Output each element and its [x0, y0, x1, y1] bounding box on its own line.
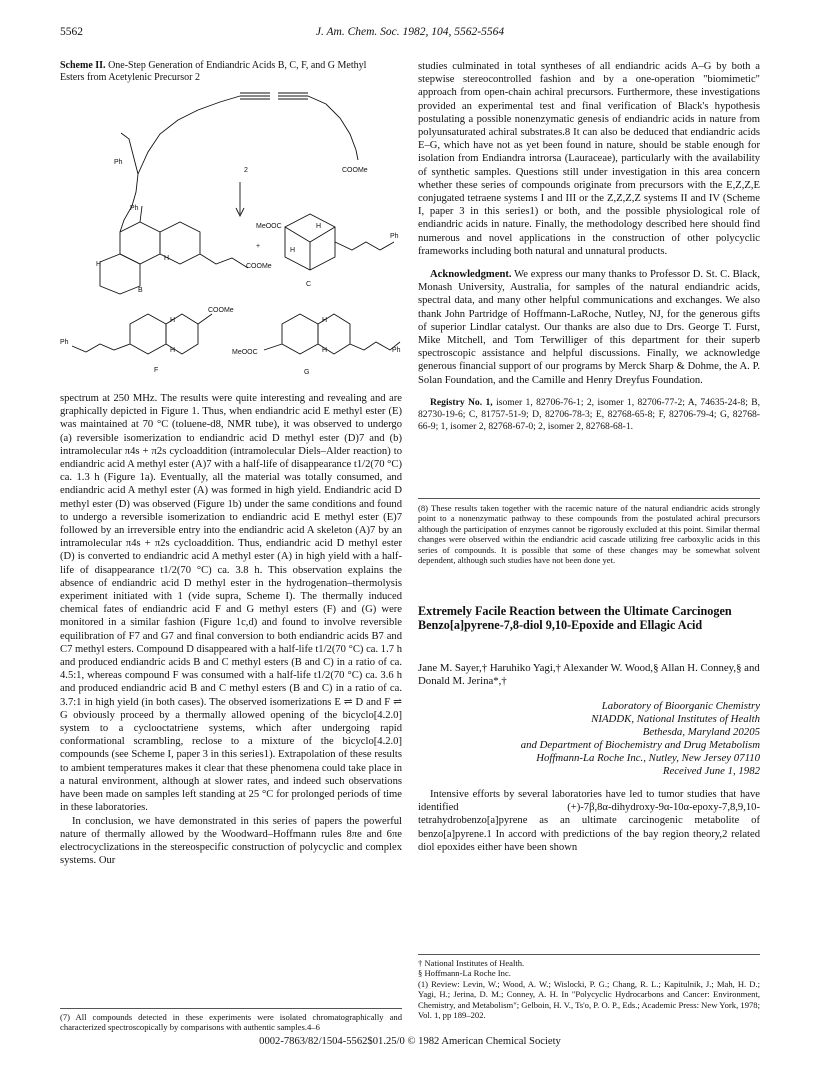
article-footnotes	[418, 958, 760, 1020]
registry-text: isomer 1, 82706-76-1; 2, isomer 1, 82706-77-2; A, 74635-24-8; B, 82730-19-6; C, 81757-51-9; D, 82706-78-3; E, 82768-65-8; F, 82706-79-4; G, 82768-66-9; 1, isomer 2, 82768-67-0; 2, isomer 2, 82768-68-1.	[418, 396, 761, 432]
affiliation-line: Laboratory of Bioorganic Chemistry	[601, 700, 760, 712]
label-plus: +	[256, 243, 261, 250]
footnote-8: (8) These results taken together with the racemic nature of the natural endiandric acids strongly point to a nonenzymatic pathway to these compounds from the postulated achiral precursors although the participation of enzymes cannot be rigorously excluded at this point. Similar thermal changes were observed within the endiandric acid cascade utilizing free carboxylic acids in this series of compounds. It is possible that some of these changes may be somewhat solvent dependent, although such studies have not been done yet.	[418, 503, 760, 566]
affiliation-line: Hoffmann-La Roche Inc., Nutley, New Jersey 07110	[536, 752, 760, 764]
label-ph-f: Ph	[60, 339, 69, 346]
affiliation-line: Bethesda, Maryland 20205	[642, 726, 760, 738]
running-header	[60, 26, 760, 42]
journal-citation: J. Am. Chem. Soc. 1982, 104, 5562-5564	[315, 26, 505, 38]
affiliation-line: NIADDK, National Institutes of Health	[591, 713, 760, 725]
affiliation-line: and Department of Biochemistry and Drug Metabolism	[520, 739, 760, 751]
article-body	[418, 788, 760, 854]
registry-label: Registry No. 1,	[430, 396, 493, 408]
scheme-ii-figure	[60, 82, 402, 382]
scheme-ii-svg	[60, 82, 402, 382]
article-affiliation	[418, 700, 760, 765]
left-column-body	[60, 392, 402, 867]
right-column-body	[418, 60, 760, 433]
label-coome-top: COOMe	[342, 167, 368, 174]
right-footnote-rule	[418, 498, 760, 499]
left-paragraph-2: In conclusion, we have demonstrated in this series of papers the powerful nature of thermally allowed by the Woodward–Hoffmann rules 8πe and 6πe electrocyclizations in the stereospecific construction of polycyclic and complex systems. Our	[60, 815, 402, 867]
label-h-b1: H	[96, 261, 102, 268]
received-date: Received June 1, 1982	[662, 765, 760, 777]
label-coome-b: COOMe	[246, 263, 272, 270]
registry-numbers	[418, 397, 760, 433]
acknowledgment-label: Acknowledgment.	[430, 269, 512, 281]
label-ph-top: Ph	[114, 159, 123, 166]
label-h-c2: H	[290, 247, 296, 254]
footnote-section: § Hoffmann-La Roche Inc.	[418, 968, 511, 979]
acknowledgment	[418, 268, 760, 387]
label-ph-g: Ph	[392, 347, 401, 354]
label-c: C	[306, 281, 312, 288]
label-ph-b: Ph	[130, 205, 139, 212]
article-footnote-rule	[418, 954, 760, 955]
label-compound-2: 2	[244, 167, 248, 174]
label-meooc-c: MeOOC	[256, 223, 282, 230]
left-paragraph-1: spectrum at 250 MHz. The results were quite interesting and revealing and are graphically depicted in Figure 1. Thus, when endiandric acid E methyl ester (E) was maintained at 70 °C (toluene-d8, NMR tube), it was observed to undergo (a) reversible isomerization to endiandric acid D methyl ester (D)7 and (b) intramolecular π4s + π2s cycloaddition (intramolecular Diels–Alder reaction) to endiandric acid A methyl ester (A)7 with a half-life of disappearance t1/2(70 °C) ca. 1.3 h (Figure 1a). Eventually, all the material was totally consumed, and endiandric acid A methyl ester (A) was formed in high yield. Endiandric acid D methyl ester (D) was observed (Figure 1b) under the same conditions and found to undergo a reversible isomerization to endiandric acid E methyl ester (E)7 followed by an irreversible entry into the endiandric acid A skeleton (A)7 by an intramolecular π4s + π2s cycloaddition. Thus, endiandric acid D methyl ester (D) is converted to endiandric acid A methyl ester (A) in high yield with a half-life of disappearance t1/2(70 °C) ca. 3.8 h. This observation explains the absence of endiandric acid D methyl ester in the hydrogenation–thermolysis experiment initiated with 1 (vide supra, Scheme I). The thermally induced chemical fates of endiandric acid F and G methyl esters (F) and (G) were monitored in a similar fashion (Figure 1c,d) and found to involve reversible equilibration of F7 and G7 and final conversion to both endiandric acids B7 and C7 methyl esters. Compound D disappeared with a half-life t1/2(70 °C) ca. 1.7 h and produced endiandric acids B and C methyl esters (B and C) in a ratio of ca. 4.5:1, whereas compound F was consumed with a half-life t1/2(70 °C) ca. 3.6 h and produced endiandric acid B and C methyl esters (B and C) in a ratio of ca. 3.7:1 in high yield (in both cases). The observed isomerizations E ⇌ D and F ⇌ G obviously proceed by a thermally allowed opening of the bicyclo[4.2.0] system to a cyclooctatriene systems, which after undergoing rapid conformational scrambling, reclose to a mixture of the bicyclo[4.2.0] compounds (see Scheme I, paper 3 in this series1). Extrapolation of these results to ambient temperatures makes it clear that these phenomena could take place in a natural environment, although at slower rates, and indeed such observations have been made on samples left standing at 25 °C for prolonged periods of time in these laboratories.	[60, 393, 402, 814]
label-g: G	[304, 369, 310, 376]
right-paragraph-1: studies culminated in total syntheses of all endiandric acids A–G by both a stepwise stereocontrolled fashion and by a one-operation "biomimetic" approach from open-chain achiral precursors. Furthermore, these investigations provided an experimental test and final verification of Black's hypothesis postulating a possible nonenzymatic genesis of endiandric acids in nature from polyunsaturated achiral substrates.8 It can also be deduced that endiandric acids E–G, which have not as yet been found in nature, should be stable enough for isolation from Endiandra introrsa (Lauraceae), particularly with the availability of synthetic samples. Questions still under investigation in this area concern whether these series of compounds originate from precursors with the E,Z,Z,E conjugated tetraene systems I and III or the Z,Z,Z,Z systems II and IV (Scheme I, paper 3 in this series1) or both, and the possible physiological role of endiandric acids in nature. Finally, the methodology described here should find numerous and novel applications in the construction of other polycyclic frameworks including both natural and unnatural products.	[418, 61, 760, 257]
product-f-ring1	[130, 314, 166, 354]
footnote-1: (1) Review: Levin, W.; Wood, A. W.; Wislocki, P. G.; Chang, R. L.; Kapitulnik, J.; Mah, H. D.; Yagi, H.; Jerina, D. M.; Conney, A. H. In "Polycyclic Hydrocarbons and Cancer: Environment, Chemistry, and Metabolism"; Gelboin, H. V., Ts'o, P. O. P., Eds.; Academic Press: New York, 1978; Vol. 1, pp 189–202.	[418, 978, 760, 1021]
label-ph-c: Ph	[390, 233, 399, 240]
page-number: 5562	[60, 26, 83, 38]
footnote-dagger: † National Institutes of Health.	[418, 958, 525, 968]
label-h-f2: H	[170, 347, 176, 354]
precursor-chain	[138, 96, 240, 174]
scheme-caption-text: One-Step Generation of Endiandric Acids B, C, F, and G Methyl Esters from Acetylenic Precursor 2	[60, 60, 367, 83]
label-h-g2: H	[322, 347, 328, 354]
scheme-label: Scheme II.	[60, 60, 106, 71]
left-footnote-rule	[60, 1008, 402, 1009]
product-g-ring1	[282, 314, 318, 354]
article-paragraph-1: Intensive efforts by several laboratories have led to tumor studies that have identified (+)-7β,8α-dihydroxy-9α-10α-epoxy-7,8,9,10-tetrahydrobenzo[a]pyrene as an ultimate carcinogenic metabolite of benzo[a]pyrene.1 In accord with predictions of the bay region theory,2 related diol epoxides either have been shown	[418, 789, 760, 853]
label-meooc-g: MeOOC	[232, 349, 258, 356]
acknowledgment-text: We express our many thanks to Professor D. St. C. Black, Monash University, Australia, for samples of the natural endiandric acids, spectral data, and many other helpful communications and exchanges. We also thank John Partridge of Hoffmann-LaRoche, Nutley, NJ, for the generous gifts of superior Lindlar catalyst. Our thanks are also due to Drs. George T. Furst, Mike Mitchell, and Tom Terwilliger of this department for their superb spectroscopic assistance and helpful discussions. Finally, we acknowledge generous financial support of our programs by Merck Sharp & Dohme, the A. P. Solan Foundation, and the Camille and Henry Dreyfus Foundation.	[418, 269, 760, 386]
article-title: Extremely Facile Reaction between the Ultimate Carcinogen Benzo[a]pyrene-7,8-diol 9,10-Epoxide and Ellagic Acid	[418, 604, 732, 633]
label-h-g1: H	[322, 317, 328, 324]
label-f: F	[154, 367, 159, 374]
label-h-c1: H	[316, 223, 322, 230]
product-b-ring1	[120, 222, 160, 264]
product-b-ring3	[100, 254, 140, 294]
label-h-b2: H	[164, 255, 170, 262]
label-h-f1: H	[170, 317, 176, 324]
label-coome-f: COOMe	[208, 307, 234, 314]
page-footer: 0002-7863/82/1504-5562$01.25/0 © 1982 American Chemical Society	[259, 1036, 561, 1047]
article-authors: Jane M. Sayer,† Haruhiko Yagi,† Alexander W. Wood,§ Allan H. Conney,§ and Donald M. Jerina*,†	[418, 662, 760, 687]
footnote-7: (7) All compounds detected in these experiments were isolated chromatographically and characterized spectroscopically by comparisons with authentic samples.4–6	[60, 1012, 402, 1033]
scheme-caption	[60, 60, 390, 84]
label-b: B	[138, 287, 143, 294]
